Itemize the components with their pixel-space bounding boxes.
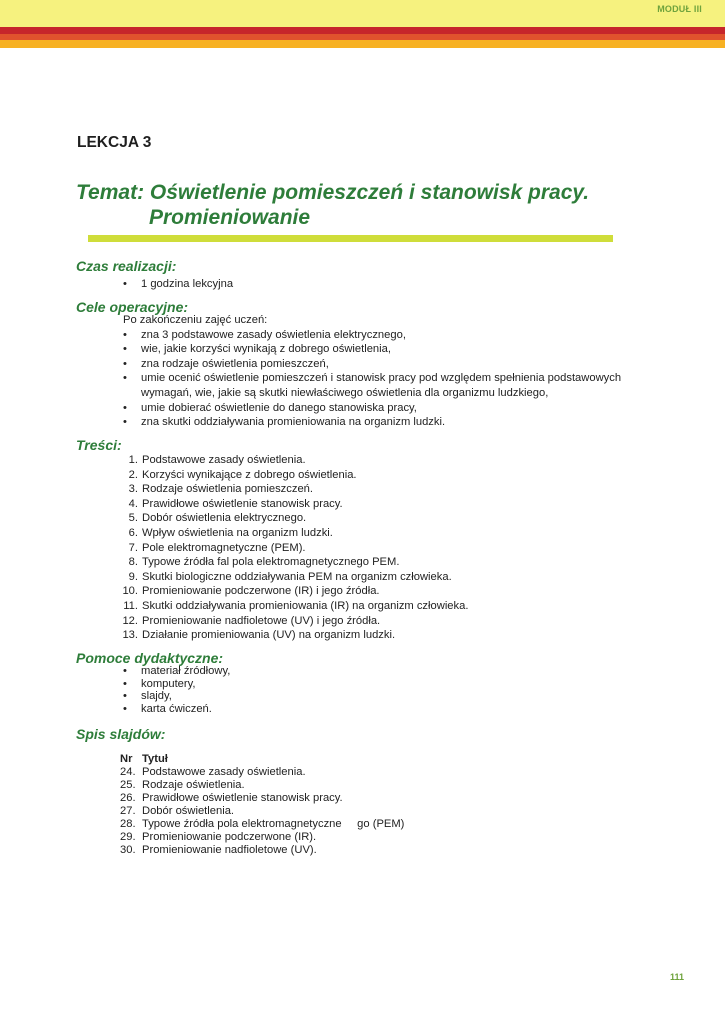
slide-title: Podstawowe zasady oświetlenia. (142, 766, 306, 778)
tresci-item (122, 614, 642, 629)
tresci-item-number: 4. (128, 497, 138, 510)
cele-item: • zna skutki oddziaływania promieniowania na organizm ludzki. (123, 415, 673, 430)
tresci-item-number: 1. (128, 454, 138, 466)
tresci-item-text: Dobór oświetlenia elektrycznego. (142, 512, 307, 525)
tresci-item-number: 8. (128, 556, 138, 569)
tresci-item-text: Rodzaje oświetlenia pomieszczeń. (142, 483, 314, 496)
slides-table-row (120, 831, 404, 844)
slide-number: 27. (120, 805, 136, 817)
pomoce-section (123, 665, 230, 715)
tresci-item (122, 541, 642, 556)
slides-table-row (120, 792, 404, 805)
col-nr: Nr (120, 753, 133, 765)
tresci-item-number: 9. (128, 570, 138, 583)
cele-item: • wie, jakie korzyści wynikają z dobrego oświetlenia, (123, 342, 673, 357)
tresci-section (122, 453, 642, 643)
cele-item: • zna rodzaje oświetlenia pomieszczeń, (123, 357, 673, 372)
czas-section (123, 277, 233, 292)
slides-table-row (120, 766, 404, 779)
pomoce-list (123, 665, 230, 715)
slides-table-row (120, 779, 404, 792)
cele-item: • umie ocenić oświetlenie pomieszczeń i stanowisk pracy pod względem spełnienia podstawowych wymagań, wie, jakie są skutki niewłaściwego oświetlenia dla organizmu ludzkiego, (123, 371, 673, 400)
topic-line-1: Temat: Oświetlenie pomieszczeń i stanowisk pracy. (76, 181, 590, 204)
tresci-item-number: 10. (122, 585, 138, 598)
slide-number: 25. (120, 779, 136, 791)
tresci-item-number: 5. (128, 512, 138, 525)
pomoce-item: • komputery, (123, 678, 230, 691)
topic-line-2: Promieniowanie (149, 206, 311, 229)
tresci-item-text: Podstawowe zasady oświetlenia. (142, 454, 306, 466)
cele-item: • umie dobierać oświetlenie do danego stanowiska pracy, (123, 401, 673, 416)
slides-table (120, 753, 404, 857)
slide-title: Typowe źródła pola elektromagnetyczne go (PEM) (142, 818, 405, 830)
header-band-yellow (0, 0, 725, 27)
title-underline-bar (88, 235, 613, 242)
tresci-list (122, 453, 642, 643)
col-title: Tytuł (142, 753, 168, 765)
heading-cele: Cele operacyjne: (76, 299, 189, 315)
slide-number: 29. (120, 831, 136, 843)
lesson-label: LEKCJA 3 (77, 134, 152, 151)
tresci-item (122, 570, 642, 585)
pomoce-item: • karta ćwiczeń. (123, 703, 230, 716)
heading-spis: Spis slajdów: (76, 726, 166, 742)
lesson-topic (76, 180, 589, 230)
tresci-item-text: Typowe źródła fal pola elektromagnetycznego PEM. (142, 556, 400, 569)
cele-section (123, 313, 673, 430)
tresci-item-text: Skutki oddziaływania promieniowania (IR) na organizm człowieka. (142, 599, 469, 612)
tresci-item (122, 555, 642, 570)
tresci-item (122, 497, 642, 512)
tresci-item (122, 511, 642, 526)
slide-title: Rodzaje oświetlenia. (142, 779, 245, 791)
slide-title: Promieniowanie podczerwone (IR). (142, 831, 317, 843)
czas-list (123, 277, 233, 292)
pomoce-item: • materiał źródłowy, (123, 665, 230, 678)
slide-title: Dobór oświetlenia. (142, 805, 235, 817)
tresci-item-text: Prawidłowe oświetlenie stanowisk pracy. (142, 497, 343, 510)
tresci-item (122, 453, 642, 468)
tresci-item-text: Promieniowanie podczerwone (IR) i jego źródła. (142, 585, 380, 598)
tresci-item-number: 6. (128, 526, 138, 539)
tresci-item-number: 11. (123, 599, 138, 612)
tresci-item-text: Korzyści wynikające z dobrego oświetlenia. (142, 468, 357, 481)
slides-table-row (120, 818, 404, 831)
slides-table-row (120, 805, 404, 818)
tresci-item-number: 7. (128, 541, 138, 554)
tresci-item-number: 12. (122, 614, 138, 627)
cele-item: • zna 3 podstawowe zasady oświetlenia elektrycznego, (123, 328, 673, 343)
tresci-item-text: Skutki biologiczne oddziaływania PEM na organizm człowieka. (142, 570, 452, 583)
pomoce-item: • slajdy, (123, 690, 230, 703)
tresci-item (122, 584, 642, 599)
heading-tresci: Treści: (76, 437, 122, 453)
tresci-item-text: Wpływ oświetlenia na organizm ludzki. (142, 526, 333, 539)
tresci-item (122, 628, 642, 643)
heading-czas: Czas realizacji: (76, 258, 177, 274)
tresci-item-number: 3. (128, 483, 138, 496)
tresci-item-text: Pole elektromagnetyczne (PEM). (142, 541, 306, 554)
tresci-item-text: Działanie promieniowania (UV) na organizm ludzki. (142, 629, 396, 642)
tresci-item (122, 599, 642, 614)
tresci-item (122, 526, 642, 541)
cele-list (123, 328, 673, 430)
slides-table-row (120, 844, 404, 857)
cele-intro: Po zakończeniu zajęć uczeń: (123, 314, 268, 326)
tresci-item-number: 13. (122, 629, 138, 642)
czas-item: • 1 godzina lekcyjna (123, 277, 233, 292)
tresci-item-number: 2. (128, 468, 138, 481)
slide-title: Prawidłowe oświetlenie stanowisk pracy. (142, 792, 343, 804)
header-band-orange (0, 40, 725, 48)
slide-number: 30. (120, 844, 136, 856)
slide-number: 24. (120, 766, 136, 778)
module-label: MODUŁ III (657, 4, 702, 14)
tresci-item (122, 468, 642, 483)
slides-rows (120, 766, 404, 857)
slides-table-header (120, 753, 404, 766)
tresci-item (122, 482, 642, 497)
page-number: 111 (669, 972, 684, 982)
slide-title: Promieniowanie nadfioletowe (UV). (142, 844, 317, 856)
heading-pomoce: Pomoce dydaktyczne: (76, 650, 224, 666)
slide-number: 28. (120, 818, 136, 830)
slide-number: 26. (120, 792, 136, 804)
header-band-red (0, 27, 725, 34)
tresci-item-text: Promieniowanie nadfioletowe (UV) i jego źródła. (142, 614, 381, 627)
